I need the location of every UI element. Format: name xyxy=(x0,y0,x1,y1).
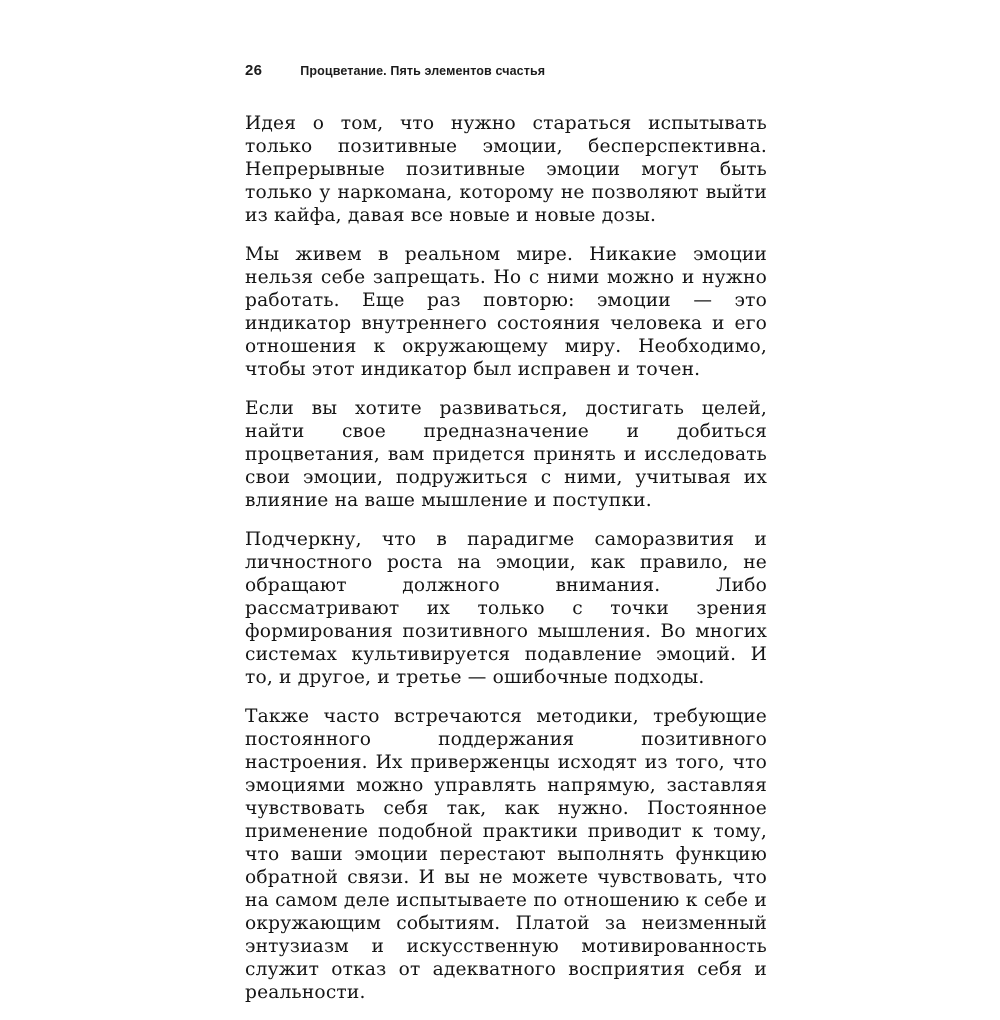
running-title: Процветание. Пять элементов счастья xyxy=(300,64,546,78)
paragraph-4: Подчеркну, что в парадигме саморазвития и личностного роста на эмоции, как правило, не обращают должного внимания. Либо рассматривают их только с точки зрения формирования позитивного мышления. Во многих системах культивируется подавление эмоций. И то, и другое, и третье — ошибочные подходы. xyxy=(245,529,767,688)
paragraph-5: Также часто встречаются методики, требующие постоянного поддержания позитивного настроения. Их приверженцы исходят из того, что эмоциями можно управлять напрямую, заставляя чувствовать себя так, как нужно. Постоянное применение подобной практики приводит к тому, что ваши эмоции перестают выполнять функцию обратной связи. И вы не можете чувствовать, что на самом деле испытываете по отношению к себе и окружающим событиям. Платой за неизменный энтузиазм и искусственную мотивированность служит отказ от адекватного восприятия себя и реальности. xyxy=(245,706,767,1003)
paragraph-2: Мы живем в реальном мире. Никакие эмоции нельзя себе запрещать. Но с ними можно и нужно работать. Еще раз повторю: эмоции — это индикатор внутреннего состояния человека и его отношения к окружающему миру. Необходимо, чтобы этот индикатор был исправен и точен. xyxy=(245,244,767,380)
paragraph-1: Идея о том, что нужно стараться испытывать только позитивные эмоции, бесперспективна. Непрерывные позитивные эмоции могут быть только у наркомана, которому не позволяют выйти из кайфа, давая все новые и новые дозы. xyxy=(245,113,767,226)
page-number: 26 xyxy=(245,62,263,79)
paragraph-3: Если вы хотите развиваться, достигать целей, найти свое предназначение и добиться процветания, вам придется принять и исследовать свои эмоции, подружиться с ними, учитывая их влияние на ваше мышление и поступки. xyxy=(245,398,767,511)
page-header xyxy=(245,62,767,79)
page-body xyxy=(245,112,767,1020)
